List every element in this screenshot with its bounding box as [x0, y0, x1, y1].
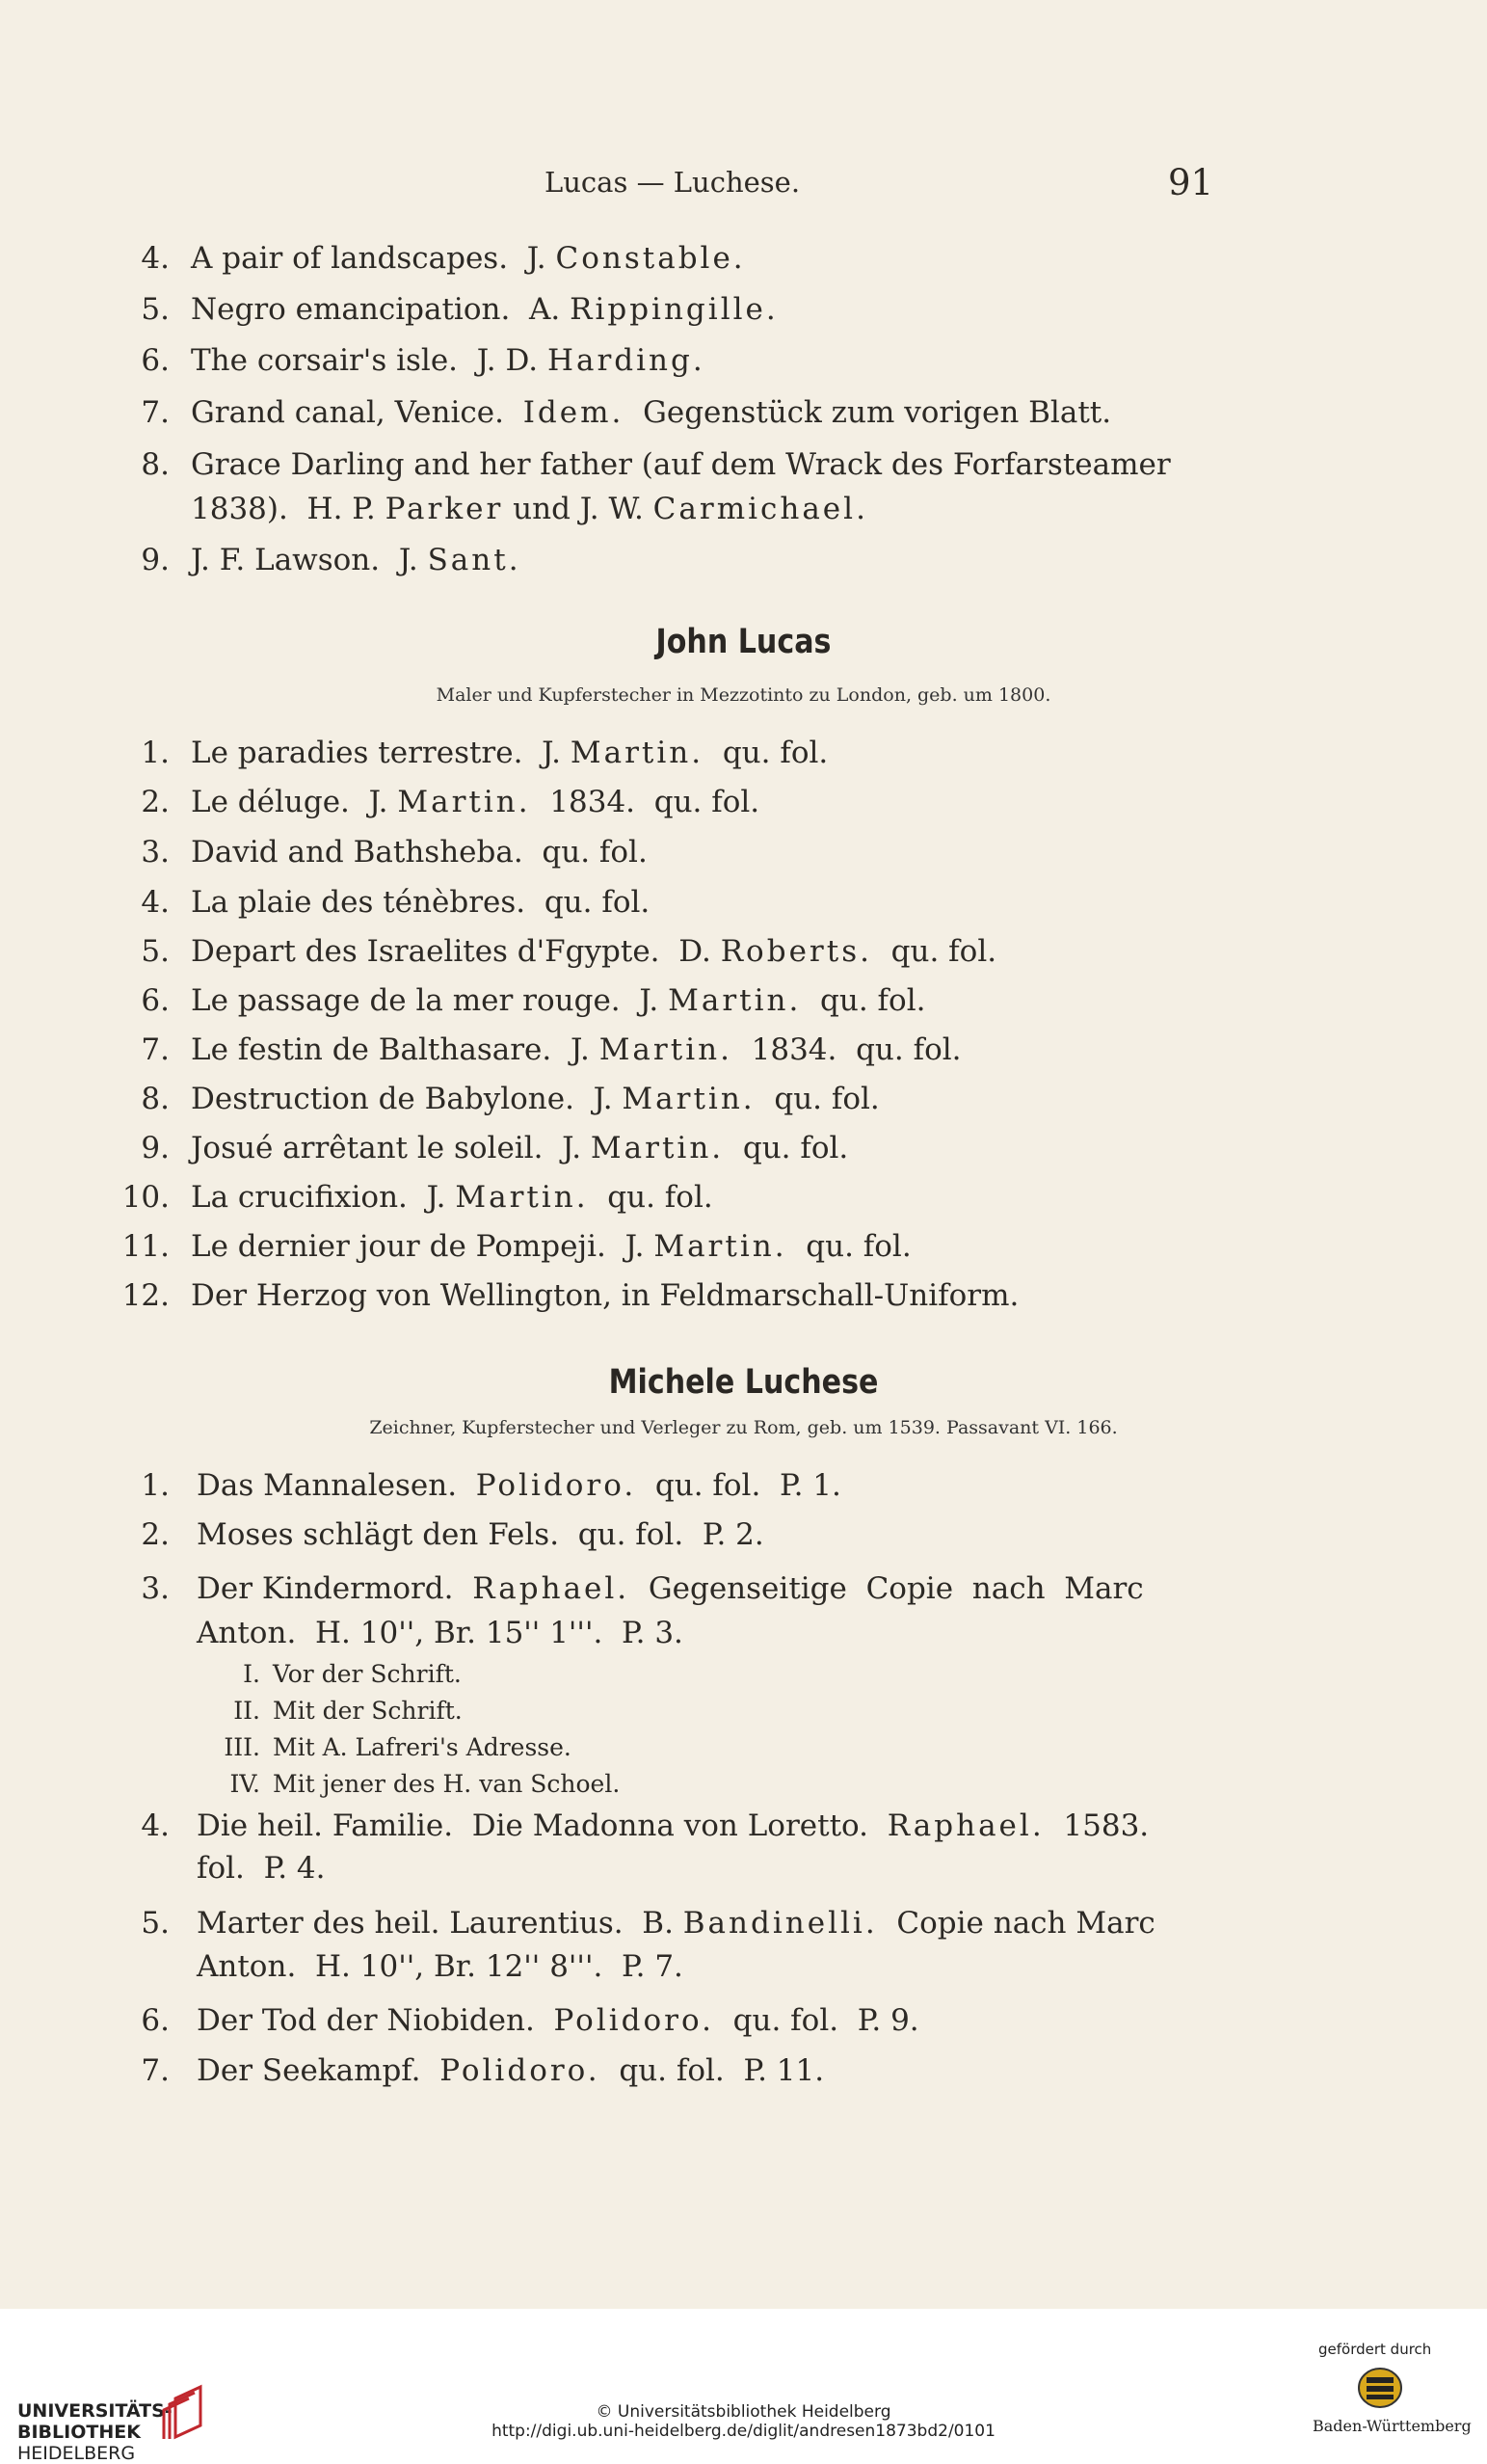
item-text [191, 543, 521, 578]
item-number: 12. [121, 1278, 170, 1313]
artist-name: Martin. [570, 736, 704, 770]
page-header [0, 162, 1487, 214]
library-name-line3: HEIDELBERG [17, 2443, 136, 2464]
item-text-part: und J. W. [503, 492, 653, 526]
item-number: 9. [141, 543, 170, 577]
item-text-part: qu. fol. P. 9. [713, 2003, 919, 2038]
item-number: 11. [121, 1229, 170, 1264]
item-text-part: qu. fol. [755, 1082, 880, 1116]
artist-name: Martin. [668, 983, 802, 1018]
item-text [191, 395, 1111, 431]
item-number: III. [224, 1733, 260, 1761]
item-text-part: A pair of landscapes. J. [191, 241, 556, 276]
item-text-part: 1838). H. P. [191, 492, 385, 526]
running-head: Lucas — Luchese. [544, 166, 801, 199]
item-text-part: Mit A. Lafreri's Adresse. [273, 1733, 571, 1761]
item-text-part: fol. P. 4. [197, 1851, 326, 1886]
item-text-part: Depart des Israelites d'Fgypte. D. [191, 934, 721, 969]
artist-name: Roberts. [720, 934, 872, 969]
item-text-part: qu. fol. [588, 1180, 713, 1215]
item-text-part: qu. fol. [724, 1131, 849, 1165]
item-number: 4. [141, 1808, 170, 1843]
item-text [191, 934, 996, 970]
coat-of-arms-icon [1357, 2366, 1403, 2410]
item-text-part: Vor der Schrift. [273, 1660, 462, 1688]
item-text-part: qu. fol. P. 11. [599, 2053, 825, 2088]
item-number: 6. [141, 2003, 170, 2038]
artist-name: Carmichael. [652, 492, 868, 526]
item-text [191, 1278, 1019, 1314]
artist-name: Martin. [598, 1032, 732, 1067]
artist-name: Polidoro. [475, 1468, 637, 1503]
item-text-part: Der Tod der Niobiden. [197, 2003, 554, 2038]
artist-name: Raphael. [472, 1571, 630, 1606]
item-text-part: Das Mannalesen. [197, 1468, 476, 1503]
item-number: I. [243, 1660, 260, 1688]
artist-name: Polidoro. [553, 2003, 714, 2038]
library-name-line1: UNIVERSITÄTS- [17, 2400, 173, 2422]
item-text [191, 885, 650, 921]
section-subtitle-john-lucas: Maler und Kupferstecher in Mezzotinto zu London, geb. um 1800. [436, 684, 1051, 706]
item-number: 3. [141, 1571, 170, 1606]
item-text-part: qu. fol. [871, 934, 997, 969]
item-text-part: David and Bathsheba. qu. fol. [191, 835, 648, 870]
item-text [191, 785, 759, 820]
item-text-part: Der Herzog von Wellington, in Feldmarschall-Uniform. [191, 1278, 1020, 1313]
artist-name: Polidoro. [439, 2053, 600, 2088]
artist-name: Idem. [522, 395, 624, 430]
item-number: 6. [141, 983, 170, 1018]
item-text-part: Le paradies terrestre. J. [191, 736, 571, 770]
item-text [191, 1180, 713, 1216]
artist-name: Martin. [653, 1229, 787, 1264]
item-text [197, 1571, 1144, 1607]
item-text-part: qu. fol. [801, 983, 926, 1018]
item-number: 2. [141, 1517, 170, 1552]
item-text-part: Gegenseitige Copie nach Marc [629, 1571, 1144, 1606]
section-title-john-lucas: John Lucas [655, 623, 832, 661]
item-number: 8. [141, 1082, 170, 1116]
item-text-part: Le déluge. J. [191, 785, 398, 819]
item-text-part: Negro emancipation. A. [191, 292, 571, 327]
item-text-part: Moses schlägt den Fels. qu. fol. P. 2. [197, 1517, 764, 1552]
item-text [197, 2003, 919, 2039]
item-number: 7. [141, 2053, 170, 2088]
item-text [273, 1697, 463, 1726]
item-text [191, 1032, 962, 1068]
item-text-part: Der Kindermord. [197, 1571, 473, 1606]
artist-name: Sant. [427, 543, 521, 577]
item-number: 4. [141, 885, 170, 920]
item-number: 5. [141, 1906, 170, 1941]
item-text-part: The corsair's isle. J. D. [191, 343, 547, 378]
artist-name: Martin. [397, 785, 531, 819]
artist-name: Martin. [455, 1180, 589, 1215]
item-text-part: Destruction de Babylone. J. [191, 1082, 623, 1116]
page-number: 91 [1168, 162, 1214, 203]
item-text-part: qu. fol. [704, 736, 829, 770]
item-text [197, 1851, 325, 1887]
item-number: 7. [141, 395, 170, 430]
item-text-part: Grace Darling and her father (auf dem Wrack des Forfarsteamer [191, 447, 1171, 482]
permalink-url[interactable]: http://digi.ub.uni-heidelberg.de/diglit/andresen1873bd2/0101 [491, 2422, 996, 2441]
item-text [191, 447, 1171, 483]
item-text [191, 1229, 912, 1265]
item-text-part: Gegenstück zum vorigen Blatt. [624, 395, 1112, 430]
artist-name: Harding. [546, 343, 705, 378]
item-text [191, 1131, 848, 1166]
item-text-part: Anton. H. 10'', Br. 12'' 8'''. P. 7. [197, 1949, 683, 1984]
item-number: 1. [141, 1468, 170, 1503]
item-text-part: qu. fol. [786, 1229, 912, 1264]
item-text-part: qu. fol. P. 1. [636, 1468, 841, 1503]
item-text-part: J. F. Lawson. J. [191, 543, 428, 577]
item-text [191, 736, 828, 771]
item-number: IV. [229, 1770, 260, 1798]
item-text-part: Le dernier jour de Pompeji. J. [191, 1229, 654, 1264]
item-text [197, 1808, 1149, 1844]
item-text [191, 983, 925, 1019]
funder-name: Baden-Württemberg [1313, 2417, 1472, 2435]
item-text [191, 835, 648, 870]
item-text [197, 1517, 764, 1553]
item-text-part: Mit der Schrift. [273, 1697, 463, 1725]
artist-name: Rippingille. [570, 292, 779, 327]
item-text-part: 1583. [1044, 1808, 1150, 1843]
item-text [197, 2053, 824, 2089]
item-number: II. [233, 1697, 260, 1725]
item-text [197, 1468, 841, 1504]
item-number: 6. [141, 343, 170, 378]
item-text [197, 1906, 1155, 1942]
item-text-part: La crucifixion. J. [191, 1180, 456, 1215]
item-text-part: Grand canal, Venice. [191, 395, 523, 430]
artist-name: Parker [385, 492, 504, 526]
item-text-part: Marter des heil. Laurentius. B. [197, 1906, 683, 1941]
artist-name: Martin. [622, 1082, 756, 1116]
item-number: 3. [141, 835, 170, 870]
item-text [191, 343, 705, 379]
item-text [191, 492, 868, 527]
item-text [191, 292, 779, 328]
artist-name: Martin. [590, 1131, 725, 1165]
item-text [197, 1949, 683, 1985]
section-subtitle-michele-luchese: Zeichner, Kupferstecher und Verleger zu Rom, geb. um 1539. Passavant VI. 166. [369, 1417, 1118, 1438]
item-text-part: Le festin de Balthasare. J. [191, 1032, 599, 1067]
item-text-part: 1834. qu. fol. [731, 1032, 962, 1067]
item-number: 10. [121, 1180, 170, 1215]
item-number: 2. [141, 785, 170, 819]
item-text-part: Die heil. Familie. Die Madonna von Loretto. [197, 1808, 888, 1843]
artist-name: Bandinelli. [682, 1906, 878, 1941]
artist-name: Constable. [555, 241, 746, 276]
library-name-line2: BIBLIOTHEK [17, 2422, 141, 2443]
item-number: 5. [141, 292, 170, 327]
item-text [191, 241, 746, 277]
item-text [273, 1660, 462, 1689]
item-text-part: La plaie des ténèbres. qu. fol. [191, 885, 651, 920]
item-number: 8. [141, 447, 170, 482]
item-number: 7. [141, 1032, 170, 1067]
artist-name: Raphael. [887, 1808, 1045, 1843]
item-text-part: Anton. H. 10'', Br. 15'' 1'''. P. 3. [197, 1616, 683, 1650]
section-title-michele-luchese: Michele Luchese [608, 1363, 879, 1402]
item-text [191, 1082, 880, 1117]
item-number: 5. [141, 934, 170, 969]
item-number: 4. [141, 241, 170, 276]
item-text-part: Copie nach Marc [877, 1906, 1155, 1941]
item-text-part: Le passage de la mer rouge. J. [191, 983, 669, 1018]
funded-by-label: gefördert durch [1318, 2341, 1432, 2358]
item-text [197, 1616, 683, 1651]
item-text-part: Mit jener des H. van Schoel. [273, 1770, 621, 1798]
copyright-notice: © Universitätsbibliothek Heidelberg [596, 2402, 891, 2422]
item-text-part: Josué arrêtant le soleil. J. [191, 1131, 591, 1165]
item-text-part: 1834. qu. fol. [530, 785, 760, 819]
item-number: 9. [141, 1131, 170, 1165]
item-text-part: Der Seekampf. [197, 2053, 440, 2088]
item-number: 1. [141, 736, 170, 770]
item-text [273, 1770, 620, 1799]
item-text [273, 1733, 571, 1762]
